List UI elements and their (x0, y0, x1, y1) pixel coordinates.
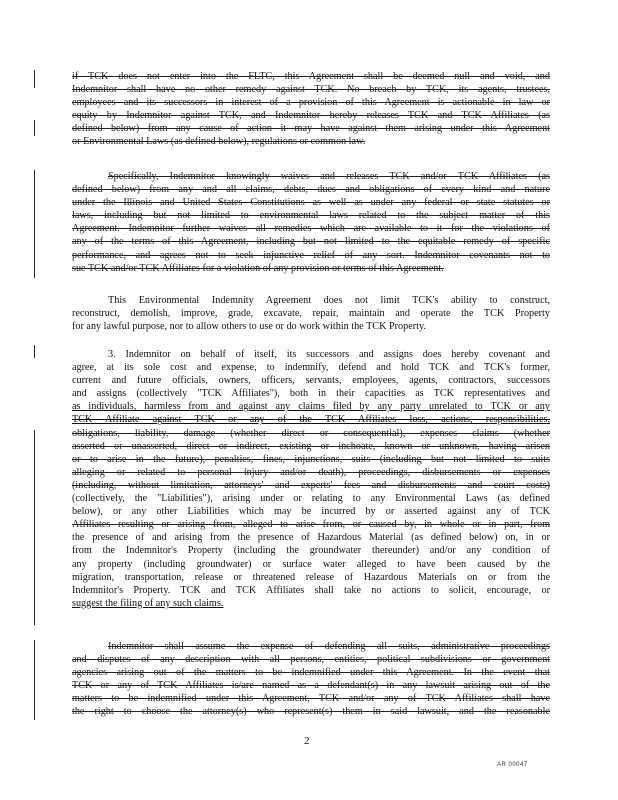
text-line: 3. Indemnitor on behalf of itself, its successors and assigns does hereby covenant and (108, 349, 550, 360)
text-line: and disputes of any description with all persons, entities, political subdivisions or government (72, 654, 550, 666)
bates-stamp: AR 00047 (497, 762, 528, 768)
text-line: the presence of and arising from the presence of Hazardous Material (as defined below) on, in or (72, 532, 550, 544)
text-line: agree, at its sole cost and expense, to indemnify, defend and hold TCK and TCK's former, (72, 362, 550, 374)
page-number: 2 (304, 735, 310, 747)
text-line: asserted or unasserted, direct or indirect, existing or inchoate, known or unknown, having arisen (72, 440, 550, 452)
text-line: TCK or any of TCK Affiliates is/are named as a defendant(s) in any lawsuit arising out of the (72, 680, 550, 692)
paragraph-defense (72, 640, 550, 719)
text-line: from the Indemnitor's Property (including the groundwater thereunder) and/or any condition of (72, 545, 550, 557)
text-line: sue TCK and/or TCK Affiliates for a violation of any provision or terms of this Agreement. (72, 262, 444, 274)
text-line: alleging or related to personal injury and/or death), proceedings, disbursements or expenses (72, 466, 550, 478)
paragraph-waiver (72, 170, 550, 275)
text-line: equity by Indemnitor against TCK, and Indemnitor hereby releases TCK and TCK Affiliates (as (72, 110, 550, 122)
text-line: obligations, liability, damage (whether direct or consequential), expenses claims (whether (72, 427, 550, 439)
revision-bar (34, 345, 35, 358)
text-line: defined below) from any cause of action it may have against them arising under this Agreement (72, 123, 550, 135)
text-line: reconstruct, demolish, improve, grade, excavate, repair, maintain and operate the TCK Property (72, 308, 550, 320)
text-line: the right to choose the attorney(s) who represent(s) them in said lawsuit, and the reasonable (72, 706, 550, 718)
text-line: migration, transportation, release or threatened release of Hazardous Materials on or from the (72, 571, 550, 583)
text-line: current and future officials, owners, officers, servants, employees, agents, contractors, successors (72, 375, 550, 387)
revision-bar (34, 120, 35, 136)
text-line: employees and its successors in interest of a provision of this Agreement is actionable in law or (72, 97, 550, 109)
revision-bar (34, 640, 35, 720)
revision-bar (34, 170, 35, 278)
revision-bar (34, 70, 35, 88)
text-line: This Environmental Indemnity Agreement does not limit TCK's ability to construct, (108, 295, 550, 306)
text-line: Specifically, Indemnitor knowingly waives and releases TCK and/or TCK Affiliates (as (108, 171, 550, 182)
text-line: (collectively, the "Liabilities"), arising under or relating to any Environmental Laws (as defined (72, 493, 550, 505)
text-line: Agreement. Indemnitor further waives all remedies which are available to it for the violations of (72, 223, 550, 235)
text-line: below), or any other Liabilities which may be incurred by or asserted against any of TCK (72, 506, 550, 518)
text-line: (including, without limitation, attorneys' and experts' fees and disbursements and court costs) (72, 479, 550, 491)
text-line: suggest the filing of any such claims. (72, 597, 224, 609)
text-line: for any lawful purpose, nor to allow others to use or do work within the TCK Property. (72, 321, 426, 333)
paragraph-release (72, 70, 550, 149)
text-line: Indemnitor shall assume the expense of defending all suits, administrative proceedings (108, 641, 550, 652)
paragraph-section-3 (72, 348, 550, 610)
text-line: agencies arising out of the matters to be indemnified under this Agreement. In the event that (72, 667, 550, 679)
paragraph-no-limit (72, 294, 550, 333)
text-line: laws, including but not limited to environmental laws related to the subject matter of this (72, 210, 550, 222)
text-line: as individuals, harmless from and against any claims filed by any party unrelated to TCK or any (72, 401, 550, 413)
text-line: performance, and agrees not to seek injunctive relief of any sort. Indemnitor covenants not to (72, 249, 550, 261)
text-line: Affiliates resulting or arising from, alleged to arise from, or caused by, in whole or in part, from (72, 519, 550, 531)
text-line: if TCK does not enter into the FLTC, this Agreement shall be deemed null and void, and (72, 71, 550, 82)
text-line: Indemnitor's Property. TCK and TCK Affiliates shall take no actions to solicit, encourage, or (72, 584, 550, 596)
text-line: or to arise in the future), penalties, fines, injunctions, suits (including but not limited to suits (72, 453, 550, 465)
text-line: any property (including groundwater) or surface water alleged to have been caused by the (72, 558, 550, 570)
text-line: any of the terms of this Agreement, including but not limited to the equitable remedy of specific (72, 236, 550, 248)
text-line: under the Illinois and United States Constitutions as well as under any federal or state statutes or (72, 197, 550, 209)
text-line: or Environmental Laws (as defined below), regulations or common law. (72, 136, 366, 148)
text-line: defined below) from any and all claims, debts, dues and obligations of every kind and nature (72, 184, 550, 196)
text-line: and assigns (collectively "TCK Affiliates"), both in their capacities as TCK representatives and (72, 388, 550, 400)
text-line: Indemnitor shall have no other remedy against TCK. No breach by TCK, its agents, trustees, (72, 84, 550, 96)
text-line: TCK Affiliate against TCK or any of the TCK Affiliates loss, actions, responsibilities, (72, 414, 550, 426)
text-line: matters to be indemnified under this Agreement, TCK and/or any of TCK Affiliates shall have (72, 693, 550, 705)
revision-bar (34, 430, 35, 625)
